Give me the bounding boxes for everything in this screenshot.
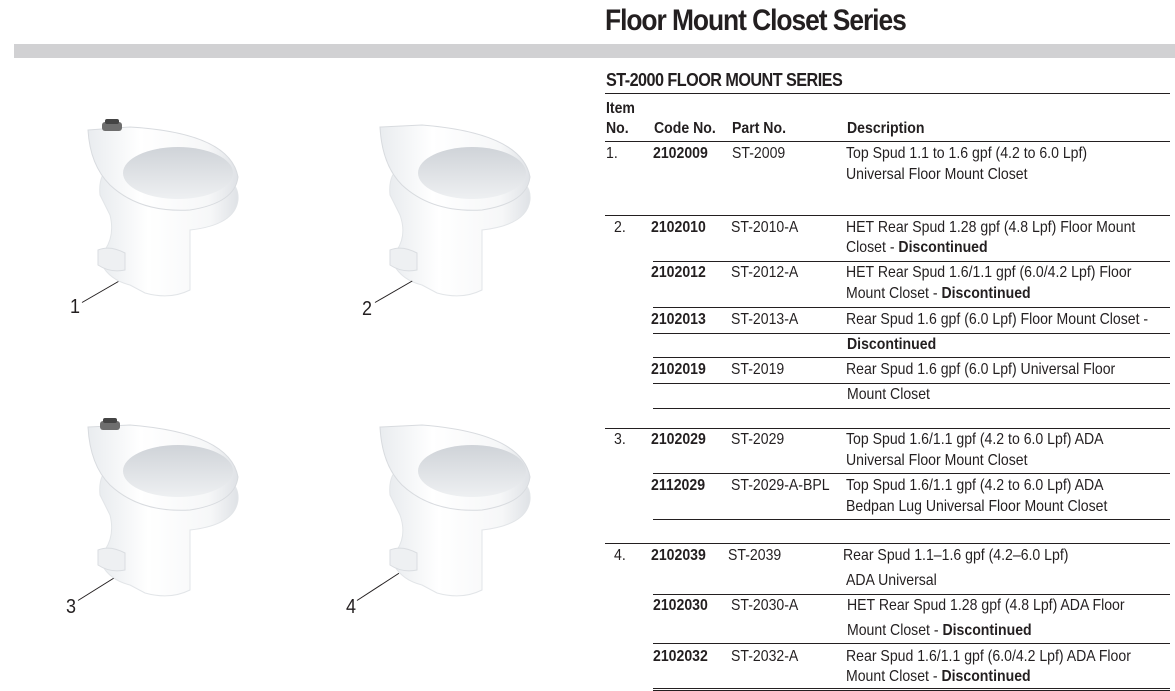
header-rule <box>605 141 1170 142</box>
row-divider <box>653 594 1170 595</box>
row-divider <box>653 408 1170 409</box>
row-divider <box>653 307 1170 308</box>
header-description: Description <box>847 120 925 137</box>
description-line1: HET Rear Spud 1.28 gpf (4.8 Lpf) ADA Floor <box>847 597 1125 614</box>
figure-4-rear-spud-ada-toilet <box>362 415 562 615</box>
description-line2 <box>846 284 1031 304</box>
code-no: 2102012 <box>651 264 706 281</box>
code-no: 2102039 <box>651 547 706 564</box>
row-divider <box>653 473 1170 474</box>
description-line1: Top Spud 1.6/1.1 gpf (4.2 to 6.0 Lpf) ADA <box>846 477 1104 494</box>
item-no: 4. <box>614 547 626 564</box>
part-no: ST-2029-A-BPL <box>731 477 830 494</box>
description-text: Mount Closet - <box>847 622 943 639</box>
row-divider <box>653 519 1170 520</box>
description-line1: Rear Spud 1.6 gpf (6.0 Lpf) Universal Floor <box>846 361 1116 378</box>
description-line1: Top Spud 1.1 to 1.6 gpf (4.2 to 6.0 Lpf) <box>846 145 1088 162</box>
row-divider <box>653 643 1170 644</box>
callout-2: 2 <box>362 298 373 320</box>
description-text: Closet - <box>846 239 899 256</box>
figure-1-top-spud-toilet <box>70 115 270 315</box>
code-no: 2102032 <box>653 648 708 665</box>
item-no: 1. <box>606 145 618 162</box>
toilet-illustration-icon <box>362 115 562 315</box>
toilet-illustration-icon <box>362 415 562 615</box>
code-no: 2102029 <box>651 431 706 448</box>
code-no: 2102019 <box>651 361 706 378</box>
group-divider <box>605 215 1170 216</box>
callout-1: 1 <box>70 296 81 318</box>
status-discontinued: Discontinued <box>941 285 1031 302</box>
status-discontinued: Discontinued <box>941 668 1031 685</box>
part-no: ST-2039 <box>728 547 782 564</box>
row-subdivider <box>653 333 1170 334</box>
code-no: 2102013 <box>651 311 706 328</box>
description-line2: ADA Universal <box>846 572 937 589</box>
status-discontinued: Discontinued <box>942 622 1032 639</box>
table-bottom-rule <box>653 688 1170 689</box>
row-subdivider <box>653 383 1170 384</box>
header-code-no: Code No. <box>654 120 716 137</box>
figure-2-rear-spud-toilet <box>362 115 562 315</box>
group-divider <box>605 428 1170 429</box>
part-no: ST-2009 <box>732 145 786 162</box>
description-line2: Universal Floor Mount Closet <box>846 452 1028 469</box>
header-item-no-line2: No. <box>606 120 629 137</box>
code-no: 2112029 <box>651 477 706 494</box>
header-part-no: Part No. <box>732 120 786 137</box>
status-discontinued: Discontinued <box>898 239 988 256</box>
description-line2: Bedpan Lug Universal Floor Mount Closet <box>846 498 1108 515</box>
description-line2 <box>847 621 1032 641</box>
code-no: 2102009 <box>653 145 708 162</box>
part-no: ST-2032-A <box>731 648 799 665</box>
row-divider <box>653 261 1170 262</box>
row-divider <box>653 357 1170 358</box>
description-text: Mount Closet - <box>846 285 942 302</box>
part-no: ST-2029 <box>731 431 785 448</box>
description-line2: Mount Closet <box>847 386 930 403</box>
code-no: 2102010 <box>651 219 706 236</box>
description-text: Mount Closet - <box>846 668 942 685</box>
part-no: ST-2013-A <box>731 311 799 328</box>
description-line2: Universal Floor Mount Closet <box>846 166 1028 183</box>
part-no: ST-2010-A <box>731 219 799 236</box>
group-divider <box>605 543 1170 544</box>
description-line1: Rear Spud 1.6/1.1 gpf (6.0/4.2 Lpf) ADA Floor <box>846 648 1131 665</box>
section-title-rule <box>605 93 1170 94</box>
status-discontinued: Discontinued <box>847 336 937 353</box>
callout-3: 3 <box>66 596 77 618</box>
part-no: ST-2012-A <box>731 264 799 281</box>
toilet-illustration-icon <box>70 115 270 315</box>
description-line1: HET Rear Spud 1.6/1.1 gpf (6.0/4.2 Lpf) Floor <box>846 264 1132 281</box>
description-line1: HET Rear Spud 1.28 gpf (4.8 Lpf) Floor Mount <box>846 219 1136 236</box>
description-line2 <box>846 238 988 258</box>
callout-4: 4 <box>346 596 357 618</box>
description-line1: Rear Spud 1.6 gpf (6.0 Lpf) Floor Mount Closet - <box>846 311 1149 328</box>
section-title: ST-2000 FLOOR MOUNT SERIES <box>606 70 843 90</box>
description-line1: Top Spud 1.6/1.1 gpf (4.2 to 6.0 Lpf) ADA <box>846 431 1104 448</box>
header-band-divider <box>14 44 1175 58</box>
header-item-no-line1: Item <box>606 100 635 117</box>
description-line1: Rear Spud 1.1–1.6 gpf (4.2–6.0 Lpf) <box>843 547 1069 564</box>
part-no: ST-2019 <box>731 361 785 378</box>
description-line2 <box>846 667 1031 687</box>
part-no: ST-2030-A <box>731 597 799 614</box>
item-no: 2. <box>614 219 626 236</box>
item-no: 3. <box>614 431 626 448</box>
code-no: 2102030 <box>653 597 708 614</box>
page-title: Floor Mount Closet Series <box>605 4 906 37</box>
